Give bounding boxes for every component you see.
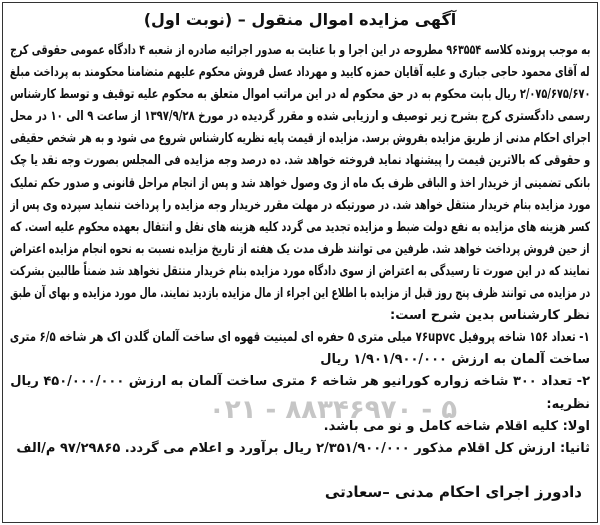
opinion-text: ثانیا: ارزش کل اقلام مذکور ۲/۳۵۱/۹۰۰/۰۰۰ ریال برآورد و اعلام می گردد. ۹۷/۲۹۸۶۵ م/الف [16, 440, 590, 456]
phone-watermark: ۰۲۱ - ۸۸۳۴۶۹۷۰ - ۵ [208, 395, 458, 425]
body-line [10, 84, 590, 106]
body-line [10, 106, 590, 128]
opinion-heading [10, 394, 590, 416]
body-line-text: بانکی تضمینی از خریدار اخذ و الباقی ظرف یک ماه از وی وصول خواهد شد و پس از انجام مراحل قانونی و صدور حکم تملیک [10, 175, 590, 191]
body-line [10, 283, 590, 305]
body-line-text: در مزایده می توانند ظرف پنج روز قبل از مزایده با اطلاع این اجراء از مال مزایده بازدید نمایند. مال مورد مزایده و بهای آن طبق [10, 286, 590, 302]
body-line [10, 195, 590, 217]
opinion-line [10, 416, 590, 438]
item-line [10, 349, 590, 371]
item-line [10, 371, 590, 393]
body-line [10, 217, 590, 239]
notice-body [10, 40, 590, 460]
item-line [10, 327, 590, 349]
body-line-text: به موجب پرونده کلاسه ۹۶۳۵۵۴ مطروحه در این اجرا و با عنایت به صدور اجرائیه صادره از شعبه ۴ دادگاه عمومی حقوقی کرج [10, 43, 590, 58]
body-line-text: اجرای احکام مدنی از طریق مزایده بفروش برسد. مزایده از قیمت پایه نظریه کارشناس شروع می شود و به هر شخص حقیقی [10, 131, 590, 147]
body-line-text: نمایند که در این صورت تا رسیدگی به اعتراض از سوی دادگاه مورد مزایده بنام خریدار منتقل نخواهد شد ضمناً طالبین بشرکت [10, 263, 590, 279]
opinion-line [10, 438, 590, 460]
body-line [10, 150, 590, 172]
body-line-text: نظر کارشناس بدین شرح است: [390, 308, 590, 324]
body-line [10, 261, 590, 283]
body-line [10, 173, 590, 195]
body-line-text: از حین فروش پرداخت خواهد شد. طرفین می توانند ظرف مدت یک هفته از تاریخ مزایده نسبت به نحوه انجام مزایده اعتراض [10, 241, 590, 257]
opinion-label: نظریه: [546, 396, 590, 412]
body-line-text: مورد مزایده بنام خریدار منتقل خواهد شد. در صورتیکه در مهلت مقرر خریدار وجه مزایده را پرداخت ننماید سپرده وی پس از [10, 197, 590, 213]
body-line-text: ۲/۰۷۵/۶۷۵/۶۷۰ ریال بابت محکوم به در حق محکوم له در این مراتب اموال متعلق به محکوم علیه توقیف و توسط کارشناس [10, 87, 590, 103]
body-line [10, 305, 590, 327]
item-text: ۲- تعداد ۳۰۰ شاخه زواره کورانیو هر شاخه ۶ متری ساخت آلمان به ارزش ۴۵۰/۰۰۰/۰۰۰ ریال [10, 374, 590, 390]
body-line-text: له آقای محمود حاجی جباری و علیه آقایان حمزه کایید و مهرداد عسل فروش محکوم علیهم متضامنا محکومند به پرداخت مبلغ [10, 65, 590, 81]
notice-title: آگهی مزایده اموال منقول – (نوبت اول) [143, 10, 457, 29]
body-line-text: رسمی دادگستری کرج بشرح زیر توصیف و ارزیابی شده و مقرر گردیده در مورخ ۱۳۹۷/۹/۲۸ از ساعت ۹ الی ۱۰ در محل [10, 109, 590, 125]
body-line [10, 128, 590, 150]
body-line [10, 40, 590, 62]
signature: دادورز اجرای احکام مدنی –سعادتی [324, 483, 582, 501]
opinion-text: اولا: کلیه اقلام شاخه کامل و نو می باشد. [323, 418, 590, 434]
body-line [10, 62, 590, 84]
body-line-text: و حقوقی که بالاترین قیمت را پیشنهاد نماید فروخته خواهد شد. ده درصد وجه مزایده فی المجلس بصورت وجه نقد یا چک [10, 153, 590, 169]
body-line [10, 239, 590, 261]
item-text: ۱- تعداد ۱۵۶ شاخه پروفیل ۷۶upvc میلی متری ۵ حفره ای لمینیت قهوه ای ساخت آلمان گلدن اک هر شاخه ۶/۵ متری [10, 330, 590, 346]
item-text: ساخت آلمان به ارزش ۱/۹۰۱/۹۰۰/۰۰۰ ریال [320, 352, 590, 368]
body-line-text: کسر هزینه های مزایده به نفع دولت ضبط و مزایده تجدید می گردد کلیه هزینه های نقل و انتقال بعهده محکوم علیه است. که [10, 219, 590, 235]
